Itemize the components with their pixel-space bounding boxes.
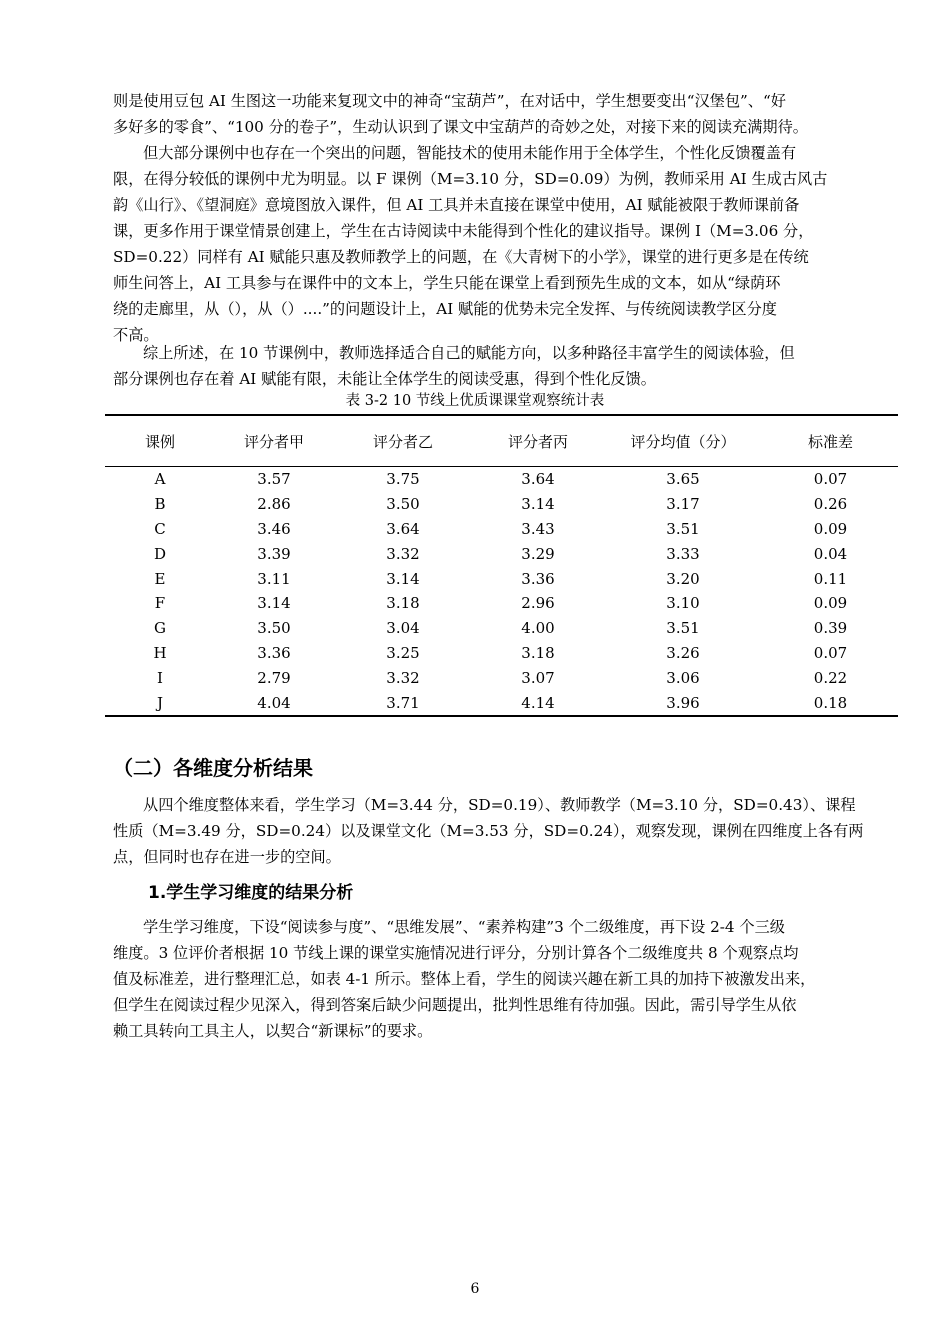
table-cell: 3.07 [521, 668, 555, 687]
table-cell: 3.17 [666, 495, 700, 514]
paragraph-line: 性质（M=3.49 分，SD=0.24）以及课堂文化（M=3.53 分，SD=0.24），观察发现，课例在四维度上各有两 [113, 822, 864, 840]
table-cell: 3.25 [386, 643, 420, 662]
paragraph-line: 部分课例也存在着 AI 赋能有限，未能让全体学生的阅读受惠，得到个性化反馈。 [113, 370, 656, 388]
paragraph-line: 维度。3 位评价者根据 10 节线上课的课堂实施情况进行评分，分别计算各个二级维度共 8 个观察点均 [113, 944, 799, 962]
paragraph-line: 赖工具转向工具主人，以契合“新课标”的要求。 [113, 1022, 433, 1040]
subsection-heading: 1.学生学习维度的结果分析 [148, 883, 354, 903]
paragraph-line: 限，在得分较低的课例中尤为明显。以 F 课例（M=3.10 分，SD=0.09）为例，教师采用 AI 生成古风古 [113, 170, 828, 188]
table-cell: 3.71 [386, 693, 420, 712]
intro-paragraph [113, 88, 857, 140]
table-cell: 3.18 [386, 594, 420, 613]
table-cell: 3.04 [386, 619, 420, 638]
table-row [105, 566, 898, 591]
paragraph-line: 韵《山行》、《望洞庭》意境图放入课件，但 AI 工具并未直接在课堂中使用，AI 赋能被限于教师课前备 [113, 196, 800, 214]
summary-paragraph [113, 340, 857, 392]
table-cell: 2.79 [257, 668, 291, 687]
table-cell: J [156, 693, 163, 712]
table-cell: 3.50 [386, 495, 420, 514]
table-cell: 0.04 [813, 544, 848, 563]
table-row [105, 517, 898, 542]
table-cell: 4.04 [257, 693, 291, 712]
table-row [105, 690, 898, 716]
table-cell: 3.18 [521, 643, 555, 662]
table-cell: 3.64 [386, 519, 420, 538]
table-cell: 3.39 [257, 544, 291, 563]
table-cell: 3.11 [257, 569, 291, 588]
paragraph-line: 绕的走廊里，从（），从（）....”的问题设计上，AI 赋能的优势未完全发挥、与传统阅读教学区分度 [113, 300, 777, 318]
paragraph-line: 则是使用豆包 AI 生图这一功能来复现文中的神奇“宝葫芦”，在对话中，学生想要变出“汉堡包”、“好 [113, 92, 786, 110]
table-cell: 4.14 [521, 693, 555, 712]
table-cell: 2.86 [257, 495, 291, 514]
table-row [105, 467, 898, 492]
table-row [105, 665, 898, 690]
table-cell: 3.32 [386, 544, 420, 563]
paragraph-line: 多好多的零食”、“100 分的卷子”，生动认识到了课文中宝葫芦的奇妙之处，对接下来的阅读充满期待。 [113, 118, 808, 136]
table-cell: 0.09 [813, 519, 848, 538]
table-cell: 2.96 [521, 594, 555, 613]
dimension-paragraph [113, 792, 864, 870]
table-row [105, 492, 898, 517]
paragraph-line: 但学生在阅读过程少见深入，得到答案后缺少问题提出，批判性思维有待加强。因此，需引导学生从依 [113, 996, 797, 1014]
column-header: 评分均值（分） [630, 432, 736, 451]
table-cell: 3.57 [257, 470, 291, 489]
section-heading: （二）各维度分析结果 [113, 756, 313, 780]
paragraph-line: 综上所述，在 10 节课例中，教师选择适合自己的赋能方向，以多种路径丰富学生的阅读体验，但 [143, 344, 795, 362]
table-cell: I [157, 668, 163, 687]
table-row [105, 591, 898, 616]
paragraph-line: 学生学习维度，下设“阅读参与度”、“思维发展”、“素养构建”3 个二级维度，再下设 2-4 个三级 [143, 918, 785, 936]
column-header: 评分者甲 [243, 432, 304, 451]
table-cell: F [154, 594, 166, 613]
table-cell: 0.07 [813, 470, 848, 489]
table-cell: C [154, 519, 166, 538]
table-row [105, 616, 898, 641]
table-cell: 3.33 [666, 544, 700, 563]
paragraph-line: 课，更多作用于课堂情景创建上，学生在古诗阅读中未能得到个性化的建议指导。课例 I（M=3.06 分， [113, 222, 814, 240]
column-header: 标准差 [807, 432, 853, 451]
table-cell: B [154, 495, 166, 514]
paragraph-line: 点，但同时也存在进一步的空间。 [113, 848, 341, 866]
table-row [105, 641, 898, 666]
table-header-row [105, 415, 898, 467]
table-cell: A [154, 470, 166, 489]
table-cell: 3.10 [666, 594, 700, 613]
column-header: 评分者乙 [372, 432, 433, 451]
observation-table [105, 414, 898, 717]
table-cell: 3.14 [386, 569, 420, 588]
table-cell: 3.50 [257, 619, 291, 638]
table-cell: 0.11 [813, 569, 848, 588]
table-cell: 3.46 [257, 519, 291, 538]
paragraph-line: SD=0.22）同样有 AI 赋能只惠及教师教学上的问题，在《大青树下的小学》，课堂的进行更多是在传统 [113, 248, 809, 266]
table-cell: 3.06 [666, 668, 700, 687]
table-cell: 0.07 [813, 643, 848, 662]
table-cell: 3.14 [521, 495, 555, 514]
table-cell: 3.14 [257, 594, 291, 613]
table-cell: 3.26 [666, 643, 700, 662]
table-row [105, 541, 898, 566]
page-number: 6 [470, 1281, 480, 1297]
table-cell: D [153, 544, 167, 563]
table-cell: H [153, 643, 167, 662]
table-cell: 3.64 [521, 470, 555, 489]
column-header: 评分者丙 [507, 432, 568, 451]
table-cell: 3.51 [666, 519, 700, 538]
table-cell: 3.36 [521, 569, 555, 588]
table-cell: 3.20 [666, 569, 700, 588]
table-cell: G [154, 619, 166, 638]
learning-paragraph [113, 914, 857, 1044]
table-cell: 3.43 [521, 519, 555, 538]
paragraph-line: 值及标准差，进行整理汇总，如表 4-1 所示。整体上看，学生的阅读兴趣在新工具的加持下被激发出来， [113, 970, 816, 988]
table-cell: 0.18 [813, 693, 848, 712]
table-cell: 0.39 [813, 619, 848, 638]
column-header: 课例 [144, 432, 175, 451]
table-cell: 3.96 [666, 693, 700, 712]
paragraph-line: 师生问答上，AI 工具参与在课件中的文本上，学生只能在课堂上看到预先生成的文本，如从“绿荫环 [113, 274, 781, 292]
table-cell: 3.65 [666, 470, 700, 489]
table-cell: 3.32 [386, 668, 420, 687]
table-cell: 3.36 [257, 643, 291, 662]
table-cell: 3.29 [521, 544, 555, 563]
table-caption: 表 3-2 10 节线上优质课课堂观察统计表 [345, 393, 605, 409]
table-cell: 0.26 [813, 495, 848, 514]
table-cell: 4.00 [521, 619, 555, 638]
problem-paragraph [113, 140, 857, 348]
table-cell: 3.51 [666, 619, 700, 638]
paragraph-line: 但大部分课例中也存在一个突出的问题，智能技术的使用未能作用于全体学生，个性化反馈覆盖有 [143, 144, 797, 162]
table-cell: 0.22 [813, 668, 848, 687]
table-cell: 3.75 [386, 470, 420, 489]
paragraph-line: 不高。 [113, 326, 159, 344]
table-cell: 0.09 [813, 594, 848, 613]
paragraph-line: 从四个维度整体来看，学生学习（M=3.44 分，SD=0.19）、教师教学（M=3.10 分，SD=0.43）、课程 [143, 796, 856, 814]
table-cell: E [154, 569, 166, 588]
